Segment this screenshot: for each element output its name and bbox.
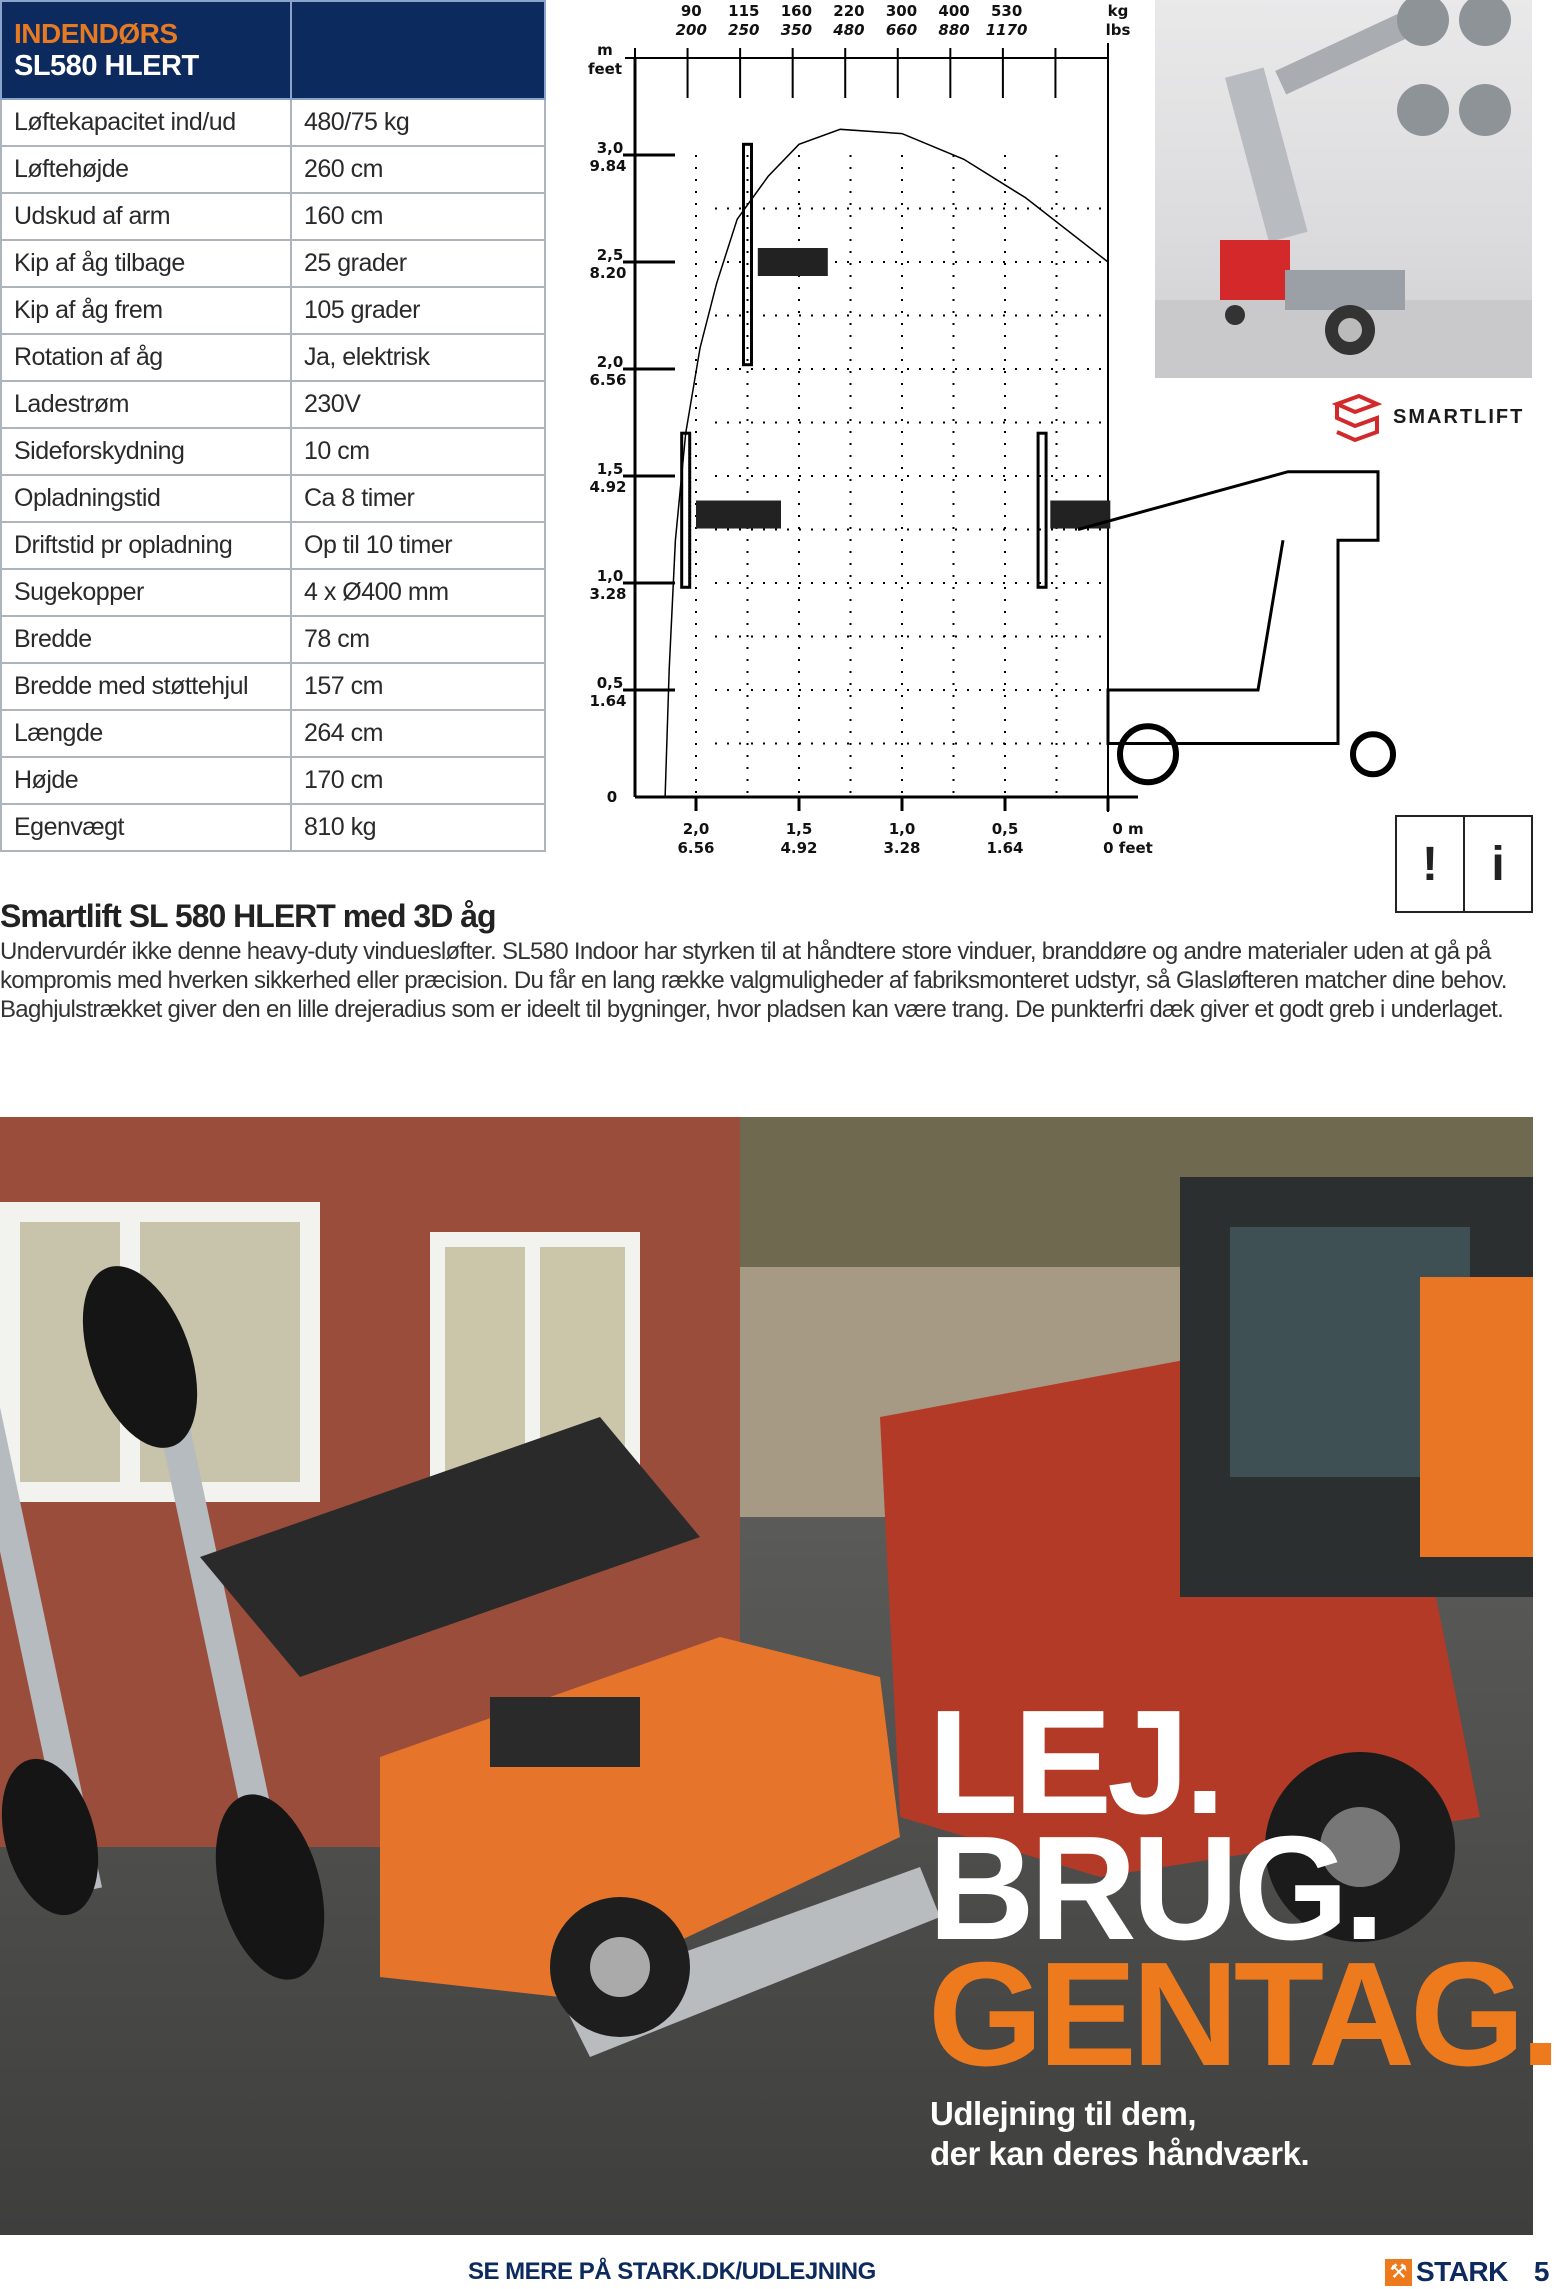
y-tick-ft: 6.56 — [589, 371, 627, 389]
x-tick-ft: 6.56 — [677, 839, 715, 857]
spec-row — [1, 146, 545, 193]
stark-logo-icon: ⚒ — [1385, 2259, 1412, 2286]
spec-value: 170 cm — [291, 757, 545, 804]
suction-frame — [682, 433, 690, 587]
headline-line-2: BRUG. — [928, 1806, 1380, 1971]
spec-value: 25 grader — [291, 240, 545, 287]
kg-label: 400 — [938, 2, 970, 20]
spec-header — [1, 1, 545, 99]
headline-line-3: GENTAG. — [928, 1932, 1556, 2097]
spec-value: 4 x Ø400 mm — [291, 569, 545, 616]
lbs-label: 350 — [780, 21, 813, 39]
spec-label: Kip af åg frem — [1, 287, 291, 334]
lift-head — [758, 248, 828, 276]
spec-label: Længde — [1, 710, 291, 757]
spec-value: 810 kg — [291, 804, 545, 851]
spec-label: Sideforskydning — [1, 428, 291, 475]
spec-table — [0, 0, 546, 852]
kg-label: 220 — [833, 2, 865, 20]
lbs-unit: lbs — [1105, 21, 1131, 39]
spec-row — [1, 240, 545, 287]
spec-label: Bredde med støttehjul — [1, 663, 291, 710]
spec-label: Ladestrøm — [1, 381, 291, 428]
spec-label: Rotation af åg — [1, 334, 291, 381]
rear-wheel — [1120, 726, 1176, 782]
x-tick-m: 1,0 — [888, 820, 916, 838]
spec-label: Højde — [1, 757, 291, 804]
kg-label: 160 — [780, 2, 813, 20]
spec-row — [1, 522, 545, 569]
load-chart — [560, 0, 1153, 870]
spec-label: Løftehøjde — [1, 146, 291, 193]
spec-label: Opladningstid — [1, 475, 291, 522]
spec-row — [1, 287, 545, 334]
warning-triangle-icon: ! — [1397, 817, 1465, 911]
smartlift-logo-text: SMARTLIFT — [1393, 405, 1525, 428]
kg-label: 90 — [680, 2, 702, 20]
suction-frame — [1038, 433, 1046, 587]
spec-value: 105 grader — [291, 287, 545, 334]
x-tick-m: 2,0 — [682, 820, 710, 838]
lift-head — [696, 501, 781, 529]
x-tick-m: 0 m — [1112, 820, 1144, 838]
spec-label: Sugekopper — [1, 569, 291, 616]
lbs-label: 660 — [885, 21, 918, 39]
feet-unit: feet — [587, 60, 623, 78]
lbs-label: 480 — [833, 21, 865, 39]
spec-value: 10 cm — [291, 428, 545, 475]
model-label: SL580 HLERT — [14, 49, 199, 82]
kg-label: 530 — [990, 2, 1023, 20]
info-icon: i — [1491, 837, 1505, 891]
smartlift-logo-icon — [1333, 392, 1379, 442]
spec-label: Bredde — [1, 616, 291, 663]
spec-label: Udskud af arm — [1, 193, 291, 240]
machine-outline — [1078, 472, 1378, 744]
x-tick-m: 1,5 — [785, 820, 813, 838]
y-tick-ft: 1.64 — [589, 692, 627, 710]
lbs-label: 880 — [938, 21, 970, 39]
x-tick-ft: 3.28 — [883, 839, 921, 857]
y-tick-m: 1,0 — [596, 567, 624, 585]
headline-line-1: LEJ. — [928, 1680, 1221, 1845]
load-envelope-line — [665, 129, 1108, 797]
lbs-label: 250 — [728, 21, 760, 39]
hero-headline — [928, 1680, 1556, 2097]
y-tick-ft: 3.28 — [589, 585, 627, 603]
y-tick-ft: 8.20 — [589, 264, 627, 282]
spec-label: Egenvægt — [1, 804, 291, 851]
kg-unit: kg — [1107, 2, 1129, 20]
front-wheel — [1353, 734, 1393, 774]
y-tick-ft: 9.84 — [589, 157, 627, 175]
intro-title: Smartlift SL 580 HLERT med 3D åg — [0, 898, 496, 934]
spec-value: 260 cm — [291, 146, 545, 193]
y-tick-m: 1,5 — [596, 460, 624, 478]
rental-link[interactable]: SE MERE PÅ STARK.DK/UDLEJNING — [468, 2258, 876, 2285]
spec-row — [1, 569, 545, 616]
spec-row — [1, 663, 545, 710]
category-label: INDENDØRS — [14, 17, 178, 49]
intro-section — [0, 898, 1550, 1024]
lbs-label: 200 — [675, 21, 707, 39]
y-zero: 0 — [606, 788, 618, 806]
spec-value: 78 cm — [291, 616, 545, 663]
spec-value: 480/75 kg — [291, 99, 545, 146]
spec-value: 160 cm — [291, 193, 545, 240]
suction-frame — [744, 144, 752, 364]
m-unit: m — [597, 41, 613, 59]
spec-row — [1, 99, 545, 146]
spec-label: Kip af åg tilbage — [1, 240, 291, 287]
spec-row — [1, 757, 545, 804]
spec-row — [1, 710, 545, 757]
x-tick-ft: 0 feet — [1103, 839, 1153, 857]
spec-row — [1, 428, 545, 475]
spec-value: 230V — [291, 381, 545, 428]
stark-logo-text: STARK — [1416, 2256, 1508, 2287]
y-tick-m: 0,5 — [596, 674, 624, 692]
y-tick-m: 3,0 — [596, 139, 624, 157]
intro-body: Undervurdér ikke denne heavy-duty vinduesløfter. SL580 Indoor har styrken til at håndtere store vinduer, branddøre og andre materialer uden at gå på kompromis med hverken sikkerhed eller præcision. Du får en lang række valgmuligheder af fabriksmonteret udstyr, så Glasløfteren matcher dine behov. Baghjulstrækket giver den en lille drejeradius som er ideelt til bygninger, hvor pladsen kan være trang. De punkterfri dæk giver et godt greb i underlaget. — [0, 938, 1507, 1023]
spec-label: Driftstid pr opladning — [1, 522, 291, 569]
lbs-label: 1170 — [985, 21, 1028, 39]
hero-subtitle-line-2: der kan deres håndværk. — [930, 2135, 1310, 2172]
product-photo — [1155, 0, 1532, 378]
spec-value: Ja, elektrisk — [291, 334, 545, 381]
spec-row — [1, 334, 545, 381]
spec-value: Op til 10 timer — [291, 522, 545, 569]
stark-logo — [1385, 2256, 1549, 2288]
spec-row — [1, 616, 545, 663]
spec-row — [1, 193, 545, 240]
y-tick-ft: 4.92 — [589, 478, 627, 496]
hero-subtitle — [930, 2094, 1309, 2174]
spec-value: Ca 8 timer — [291, 475, 545, 522]
spec-value: 264 cm — [291, 710, 545, 757]
spec-row — [1, 381, 545, 428]
smartlift-logo — [1333, 392, 1524, 442]
spec-value: 157 cm — [291, 663, 545, 710]
y-tick-m: 2,0 — [596, 353, 624, 371]
spec-row — [1, 804, 545, 851]
kg-label: 115 — [728, 2, 760, 20]
y-tick-m: 2,5 — [596, 246, 624, 264]
page-number: 5 — [1533, 2256, 1550, 2287]
x-tick-ft: 4.92 — [780, 839, 818, 857]
spec-label: Løftekapacitet ind/ud — [1, 99, 291, 146]
kg-label: 300 — [885, 2, 918, 20]
spec-row — [1, 475, 545, 522]
hero-photo — [0, 1117, 1556, 2235]
hero-subtitle-line-1: Udlejning til dem, — [930, 2095, 1197, 2132]
x-tick-m: 0,5 — [991, 820, 1019, 838]
x-tick-ft: 1.64 — [986, 839, 1024, 857]
